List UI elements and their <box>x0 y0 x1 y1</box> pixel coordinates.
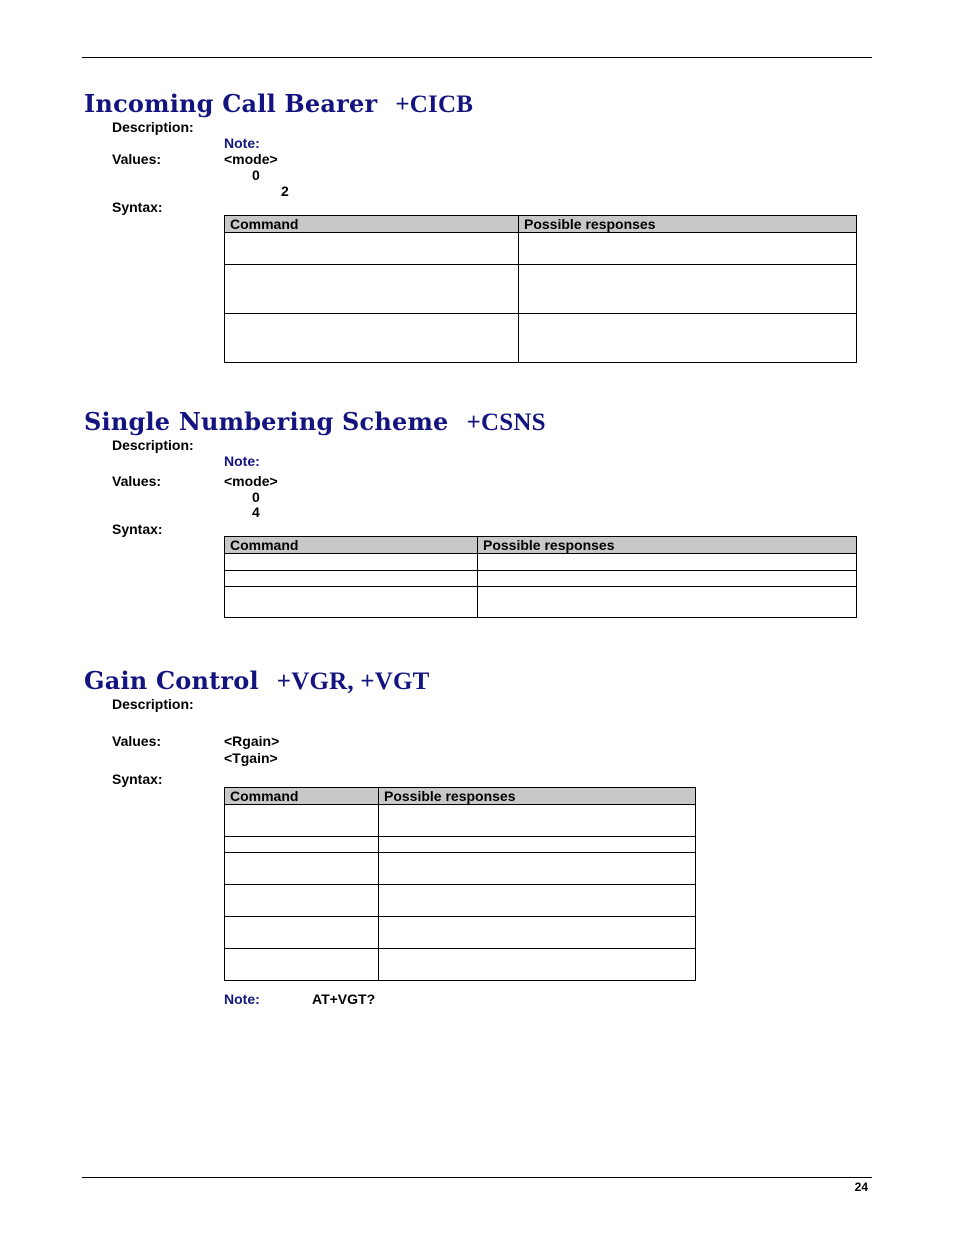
note-label: Note: <box>224 135 260 151</box>
table-cell <box>379 885 696 917</box>
syntax-table-cicb <box>224 215 857 363</box>
value-item: 0 <box>252 489 260 505</box>
table-cell <box>225 885 379 917</box>
syntax-label: Syntax: <box>112 771 163 787</box>
section-command: +CSNS <box>466 409 546 436</box>
table-cell <box>225 554 478 571</box>
column-header-responses: Possible responses <box>519 216 857 233</box>
column-header-responses: Possible responses <box>478 537 857 554</box>
param-mode: <mode> <box>224 473 278 489</box>
syntax-label: Syntax: <box>112 199 163 215</box>
section-heading-cicb <box>84 89 473 119</box>
table-cell <box>519 314 857 363</box>
header-rule <box>82 57 872 58</box>
table-cell <box>225 805 379 837</box>
table-cell <box>379 837 696 853</box>
table-cell <box>225 917 379 949</box>
table-cell <box>225 571 478 587</box>
table-cell <box>478 587 857 618</box>
values-label: Values: <box>112 733 162 749</box>
column-header-command: Command <box>225 537 478 554</box>
table-cell <box>519 233 857 265</box>
param-rgain: <Rgain> <box>224 733 280 749</box>
column-header-command: Command <box>225 216 519 233</box>
table-cell <box>379 917 696 949</box>
table-cell <box>379 949 696 981</box>
section-title: Incoming Call Bearer <box>84 89 378 118</box>
syntax-label: Syntax: <box>112 521 163 537</box>
table-cell <box>225 265 519 314</box>
note-label: Note: <box>224 453 260 469</box>
values-label: Values: <box>112 473 162 489</box>
table-cell <box>225 233 519 265</box>
footer-note-label: Note: <box>224 991 260 1007</box>
value-item: 4 <box>252 504 260 520</box>
footer-rule <box>82 1177 872 1178</box>
table-cell <box>519 265 857 314</box>
table-cell <box>225 314 519 363</box>
table-cell <box>225 587 478 618</box>
syntax-table-gain <box>224 787 696 981</box>
param-tgain: <Tgain> <box>224 750 278 766</box>
section-heading-gain-control <box>84 666 430 696</box>
table-cell <box>379 853 696 885</box>
table-cell <box>225 853 379 885</box>
value-item: 2 <box>281 183 289 199</box>
column-header-command: Command <box>225 788 379 805</box>
section-heading-csns <box>84 407 546 437</box>
section-title: Gain Control <box>84 666 259 695</box>
page-number: 24 <box>854 1180 868 1194</box>
section-command: +CICB <box>395 91 474 118</box>
value-item: 0 <box>252 167 260 183</box>
column-header-responses: Possible responses <box>379 788 696 805</box>
description-label: Description: <box>112 119 194 135</box>
param-mode: <mode> <box>224 151 278 167</box>
footer-note-text: AT+VGT? <box>312 991 376 1007</box>
description-label: Description: <box>112 437 194 453</box>
table-cell <box>225 949 379 981</box>
section-command: +VGR, +VGT <box>276 668 430 695</box>
table-cell <box>478 571 857 587</box>
table-cell <box>379 805 696 837</box>
syntax-table-csns <box>224 536 857 618</box>
description-label: Description: <box>112 696 194 712</box>
table-cell <box>225 837 379 853</box>
section-title: Single Numbering Scheme <box>84 407 449 436</box>
values-label: Values: <box>112 151 162 167</box>
table-cell <box>478 554 857 571</box>
